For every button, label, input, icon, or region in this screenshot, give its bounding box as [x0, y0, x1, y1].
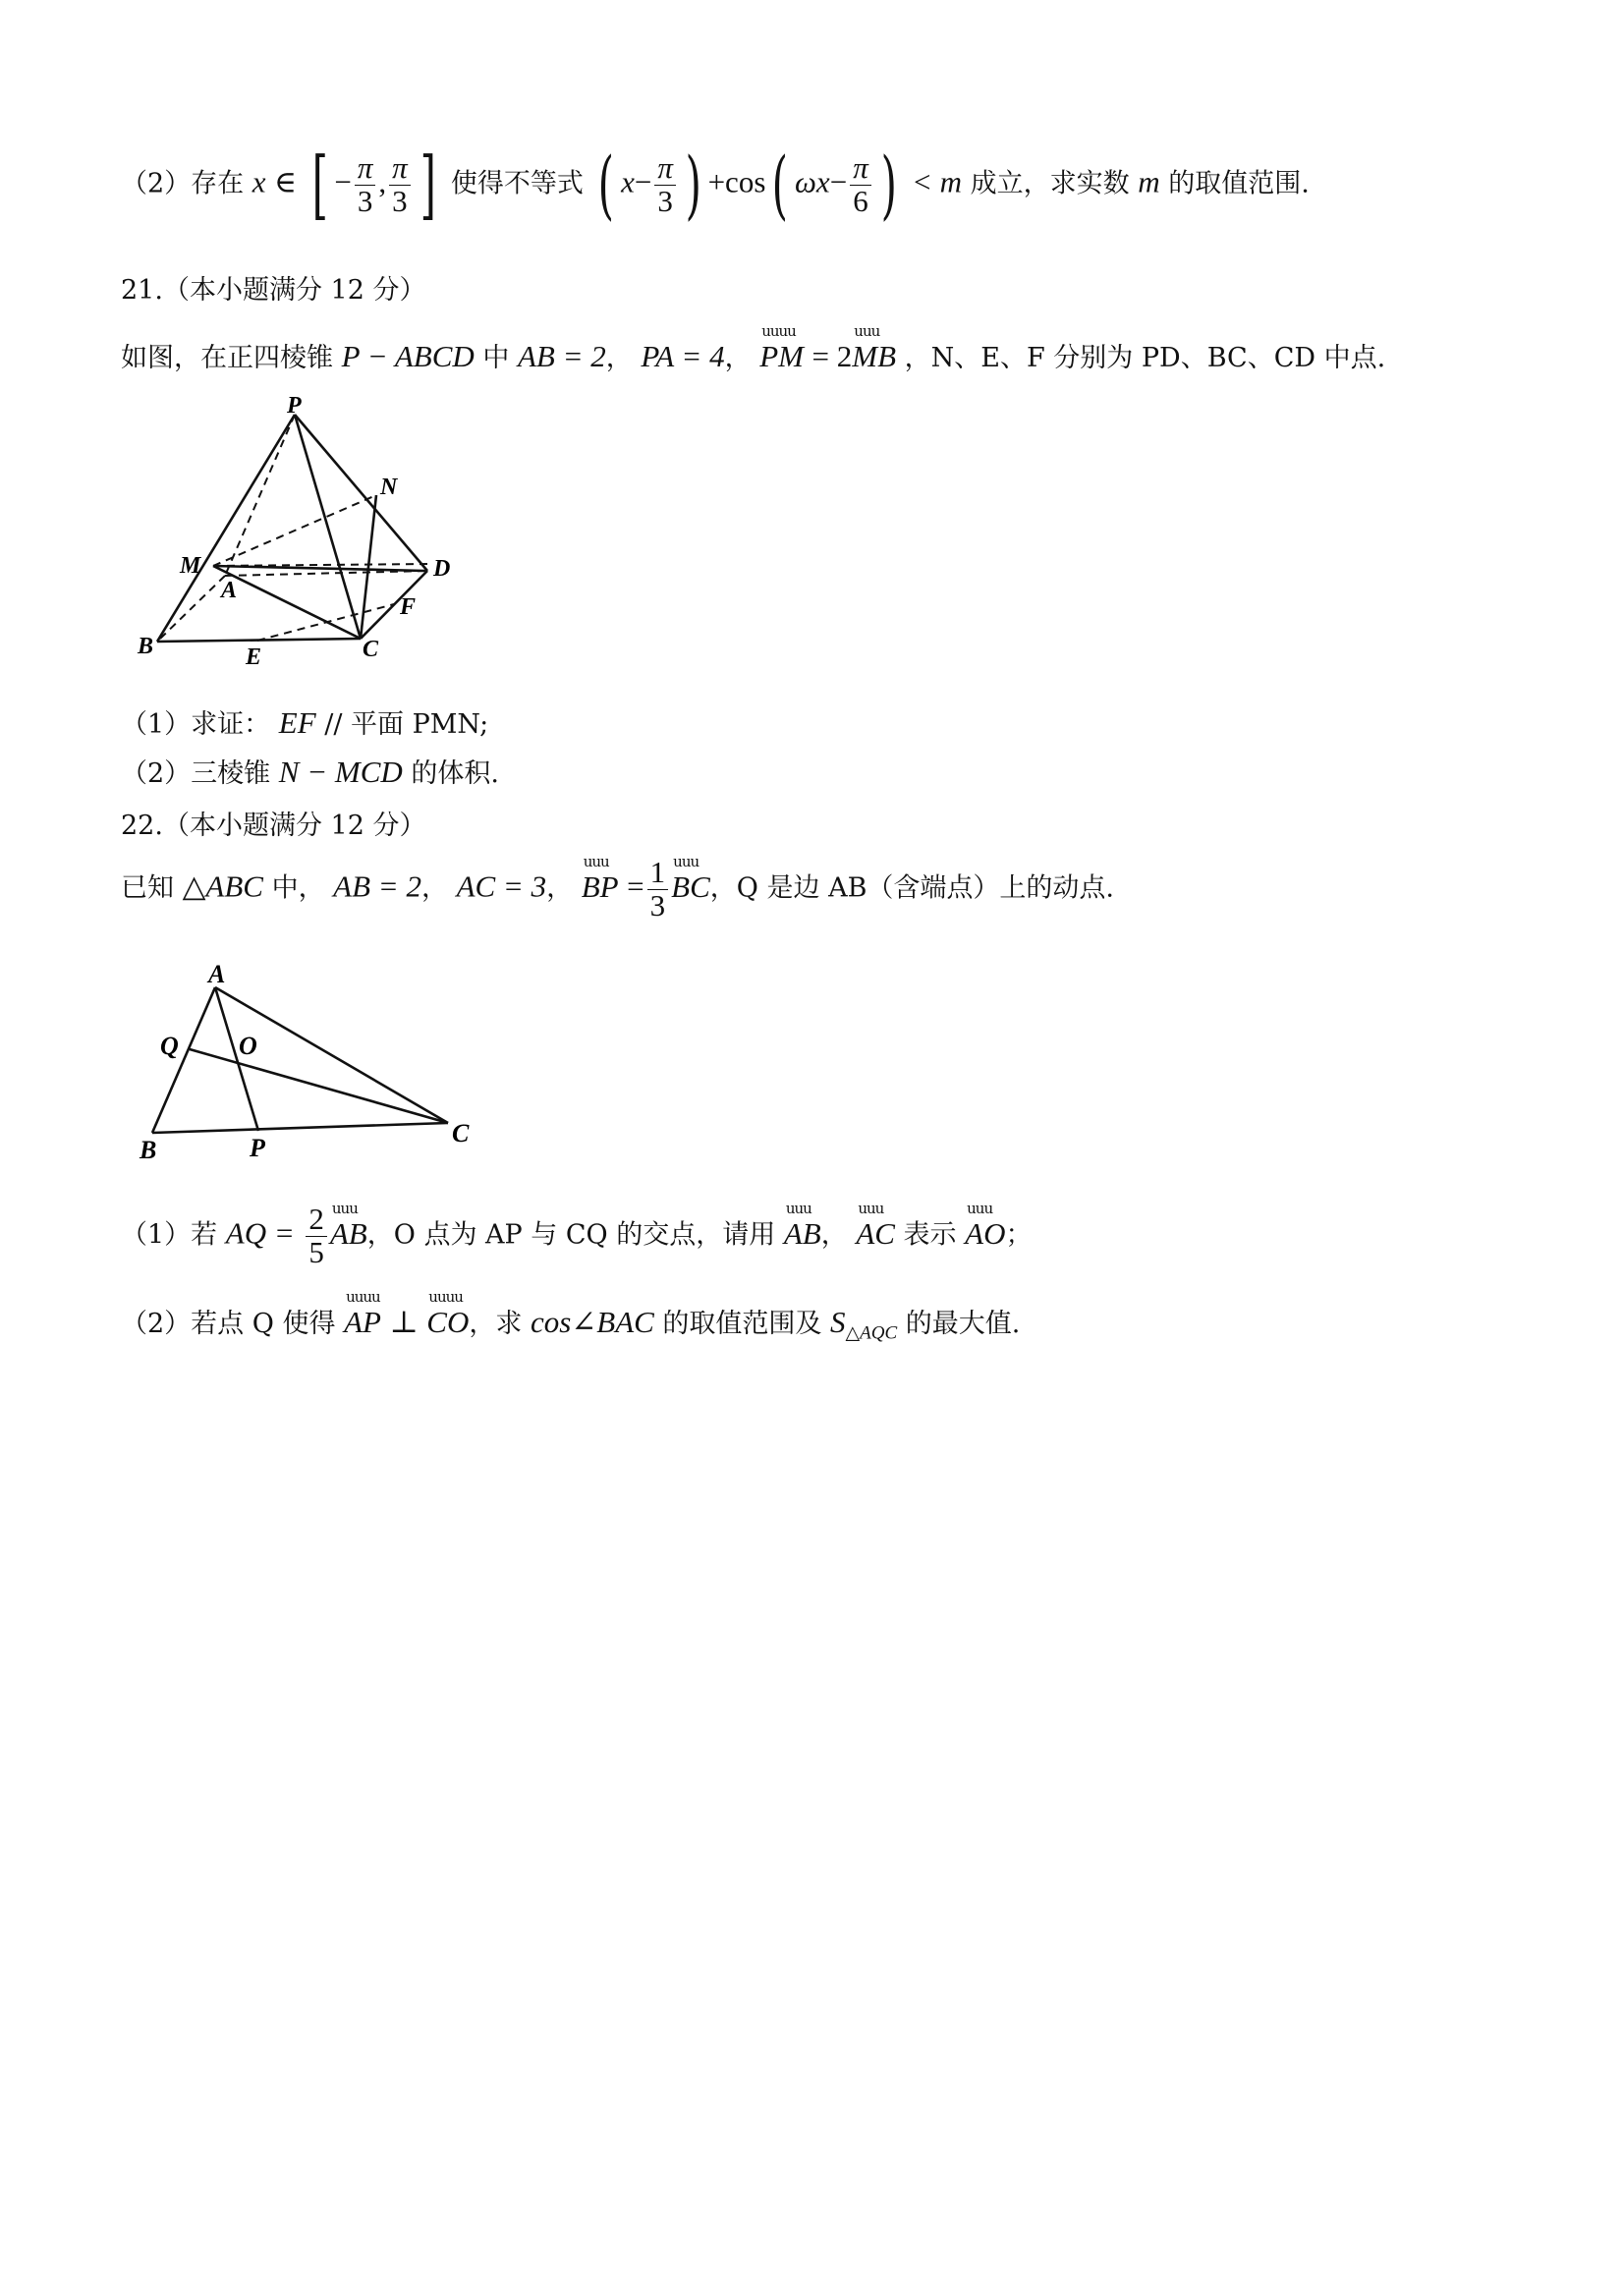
label-E: E — [246, 644, 262, 670]
vector-ab-1: uuu AB — [329, 1199, 367, 1251]
q21-part2: （2）三棱锥 N − MCD 的体积. — [121, 755, 499, 789]
vector-ao: uuu AO — [965, 1199, 1006, 1251]
label-D: D — [433, 556, 451, 582]
q21-stem: 如图，在正四棱锥 P − ABCD 中 AB = 2， PA = 4， uuuu PM = 2 uuu MB ，N、E、F 分别为 PD、BC、CD 中点. — [121, 322, 1386, 373]
q21-header: 21.（本小题满分 12 分） — [121, 275, 426, 306]
label-N: N — [380, 475, 398, 500]
vector-ac: uuu AC — [856, 1199, 895, 1251]
q22-stem: 已知 △ABC 中， AB = 2， AC = 3， uuu BP = $\frac{1}{3}$ uuu BC，Q 是边 AB（含端点）上的动点. — [121, 852, 1115, 923]
label-M: M — [180, 553, 201, 579]
label-P: P — [287, 393, 302, 419]
vector-bc: uuu BC — [671, 852, 710, 904]
fraction-pi-6: $\frac{\pi}{6}$ — [850, 152, 871, 217]
label-C: C — [452, 1119, 470, 1148]
right-bracket: ] — [420, 140, 436, 228]
vector-pm: uuuu PM — [759, 322, 804, 373]
vector-bp: uuu BP — [581, 852, 619, 904]
pyramid-figure — [123, 393, 476, 678]
label-P: P — [250, 1134, 265, 1162]
left-bracket: [ — [311, 140, 328, 228]
label-B: B — [140, 1136, 157, 1164]
q22-header: 22.（本小题满分 12 分） — [121, 811, 426, 841]
q22-part2: （2）若点 Q 使得 uuuu AP ⊥ uuuu CO，求 cos∠BAC 的取值范围及 $S_{\triangle AQC}$ 的最大值. — [121, 1288, 1021, 1344]
label-B: B — [138, 634, 154, 659]
label-A: A — [208, 960, 226, 988]
fraction-pi-3: $\frac{\pi}{3}$ — [355, 152, 376, 217]
q22-part1: （1）若 AQ = $\frac{2}{5}$ uuu AB，O 点为 AP 与 CQ 的交点，请用 uuu AB， uuu AC 表示 uuu AO； — [121, 1199, 1033, 1269]
label-A: A — [221, 578, 238, 603]
q20-part2-line: （2）存在 x ∈ [ − $\frac{\pi}{3}$ , $\frac{\pi}{3}$ ] 使得不等式 ( x− $\frac{\pi}{3}$ ) +cos( ωx− $\frac{\pi}{6}$ ) < m 成立，求实数 m 的取值范围. — [121, 140, 1310, 228]
vector-ab-2: uuu AB — [783, 1199, 821, 1251]
q21-part1: （1）求证： EF // 平面 PMN; — [121, 705, 489, 740]
vector-mb: uuu MB — [852, 322, 897, 373]
label-Q: Q — [160, 1032, 179, 1060]
fraction-pi-3-c: $\frac{\pi}{3}$ — [654, 152, 676, 217]
triangle-figure — [128, 938, 491, 1169]
label-C: C — [363, 637, 379, 662]
fraction-pi-3-b: $\frac{\pi}{3}$ — [389, 152, 411, 217]
label-O: O — [239, 1032, 257, 1060]
fraction-1-3: $\frac{1}{3}$ — [647, 857, 669, 922]
fraction-2-5: $\frac{2}{5}$ — [306, 1204, 327, 1268]
vector-ap: uuuu AP — [344, 1288, 381, 1339]
vector-co: uuuu CO — [426, 1288, 470, 1339]
label-F: F — [400, 594, 417, 620]
